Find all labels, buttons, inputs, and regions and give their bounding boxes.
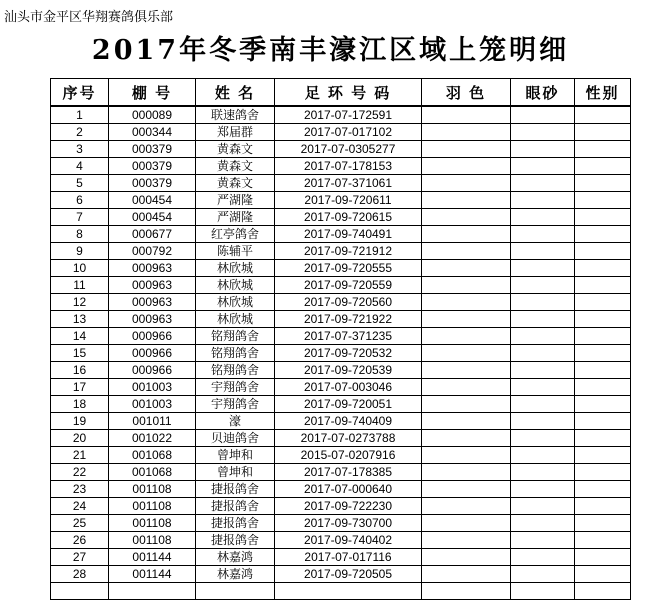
cell-name: 曾坤和 <box>196 447 275 464</box>
cell-index: 13 <box>51 311 109 328</box>
cell-loft-number: 001108 <box>109 498 196 515</box>
cell-gender <box>575 243 631 260</box>
cell-eye-sand <box>511 447 575 464</box>
table-row <box>51 106 631 124</box>
cell-name: 林欣城 <box>196 311 275 328</box>
cell-ring-number: 2017-09-720559 <box>275 277 422 294</box>
cell-ring-number: 2017-07-0305277 <box>275 141 422 158</box>
cell-feather-color <box>422 566 511 583</box>
cell-name: 郑届群 <box>196 124 275 141</box>
table-row <box>51 498 631 515</box>
cell-ring-number: 2017-07-178153 <box>275 158 422 175</box>
cell-name: 林欣城 <box>196 277 275 294</box>
cell-index: 10 <box>51 260 109 277</box>
table-row <box>51 464 631 481</box>
cell-name: 捷报鸽舍 <box>196 515 275 532</box>
cell-feather-color <box>422 583 511 600</box>
table-row <box>51 430 631 447</box>
cell-eye-sand <box>511 549 575 566</box>
cell-feather-color <box>422 175 511 192</box>
table-row <box>51 583 631 600</box>
cell-feather-color <box>422 498 511 515</box>
cell-feather-color <box>422 396 511 413</box>
cell-eye-sand <box>511 226 575 243</box>
cell-name: 严湖隆 <box>196 192 275 209</box>
cell-index: 23 <box>51 481 109 498</box>
cell-loft-number <box>109 583 196 600</box>
cell-name: 濠 <box>196 413 275 430</box>
cell-gender <box>575 106 631 124</box>
cell-ring-number: 2017-09-721912 <box>275 243 422 260</box>
cell-eye-sand <box>511 106 575 124</box>
cell-gender <box>575 209 631 226</box>
cell-ring-number: 2017-09-720560 <box>275 294 422 311</box>
cell-index: 27 <box>51 549 109 566</box>
cell-ring-number: 2017-07-178385 <box>275 464 422 481</box>
cell-loft-number: 001108 <box>109 515 196 532</box>
cell-name: 林嘉鸿 <box>196 549 275 566</box>
cell-index: 11 <box>51 277 109 294</box>
cell-ring-number: 2017-07-371061 <box>275 175 422 192</box>
cell-feather-color <box>422 362 511 379</box>
cell-loft-number: 000454 <box>109 192 196 209</box>
cell-loft-number: 000966 <box>109 345 196 362</box>
cell-feather-color <box>422 328 511 345</box>
cell-gender <box>575 294 631 311</box>
cell-index: 24 <box>51 498 109 515</box>
table-row <box>51 294 631 311</box>
cell-feather-color <box>422 345 511 362</box>
cell-gender <box>575 566 631 583</box>
cell-eye-sand <box>511 124 575 141</box>
cell-feather-color <box>422 430 511 447</box>
cell-ring-number <box>275 583 422 600</box>
cell-loft-number: 000963 <box>109 294 196 311</box>
cell-loft-number: 000344 <box>109 124 196 141</box>
cell-ring-number: 2017-09-720615 <box>275 209 422 226</box>
table-row <box>51 549 631 566</box>
cell-eye-sand <box>511 583 575 600</box>
cell-index: 14 <box>51 328 109 345</box>
cell-name: 捷报鸽舍 <box>196 481 275 498</box>
cell-loft-number: 000379 <box>109 141 196 158</box>
cell-name: 捷报鸽舍 <box>196 532 275 549</box>
cell-name: 红亭鸽舍 <box>196 226 275 243</box>
cell-name: 铭翔鸽舍 <box>196 328 275 345</box>
cell-eye-sand <box>511 413 575 430</box>
cell-gender <box>575 277 631 294</box>
table-row <box>51 396 631 413</box>
cell-ring-number: 2017-09-720532 <box>275 345 422 362</box>
cell-name: 林嘉鸿 <box>196 566 275 583</box>
cell-loft-number: 001011 <box>109 413 196 430</box>
cell-index: 9 <box>51 243 109 260</box>
cell-loft-number: 001003 <box>109 379 196 396</box>
cell-ring-number: 2017-07-003046 <box>275 379 422 396</box>
cell-feather-color <box>422 379 511 396</box>
cell-name: 宇翔鸽舍 <box>196 396 275 413</box>
table-row <box>51 362 631 379</box>
cell-feather-color <box>422 124 511 141</box>
cell-index <box>51 583 109 600</box>
table-row <box>51 124 631 141</box>
table-row <box>51 481 631 498</box>
cell-gender <box>575 226 631 243</box>
cell-loft-number: 001108 <box>109 481 196 498</box>
table-row <box>51 447 631 464</box>
cell-feather-color <box>422 311 511 328</box>
cell-eye-sand <box>511 158 575 175</box>
cell-gender <box>575 362 631 379</box>
table-row <box>51 413 631 430</box>
cell-eye-sand <box>511 345 575 362</box>
cell-eye-sand <box>511 141 575 158</box>
cell-index: 15 <box>51 345 109 362</box>
table-row <box>51 515 631 532</box>
table-row <box>51 175 631 192</box>
table-row <box>51 141 631 158</box>
cell-name: 贝迪鸽舍 <box>196 430 275 447</box>
cell-eye-sand <box>511 243 575 260</box>
cell-gender <box>575 345 631 362</box>
cell-loft-number: 001003 <box>109 396 196 413</box>
cell-index: 1 <box>51 106 109 124</box>
cell-name: 林欣城 <box>196 294 275 311</box>
cell-ring-number: 2017-09-740491 <box>275 226 422 243</box>
cell-ring-number: 2017-09-740409 <box>275 413 422 430</box>
cell-gender <box>575 260 631 277</box>
cell-gender <box>575 175 631 192</box>
cell-ring-number: 2017-09-720611 <box>275 192 422 209</box>
cell-name: 黄森文 <box>196 175 275 192</box>
cell-ring-number: 2017-07-000640 <box>275 481 422 498</box>
cell-gender <box>575 532 631 549</box>
cell-ring-number: 2017-09-722230 <box>275 498 422 515</box>
cell-gender <box>575 447 631 464</box>
cell-feather-color <box>422 413 511 430</box>
cell-feather-color <box>422 549 511 566</box>
cell-loft-number: 000966 <box>109 328 196 345</box>
cell-ring-number: 2017-09-720505 <box>275 566 422 583</box>
cell-eye-sand <box>511 175 575 192</box>
cell-ring-number: 2017-07-017116 <box>275 549 422 566</box>
header-row <box>51 79 631 107</box>
cell-name: 捷报鸽舍 <box>196 498 275 515</box>
cell-index: 2 <box>51 124 109 141</box>
cell-index: 25 <box>51 515 109 532</box>
table-row <box>51 532 631 549</box>
cell-feather-color <box>422 447 511 464</box>
cell-index: 20 <box>51 430 109 447</box>
cell-gender <box>575 498 631 515</box>
cell-gender <box>575 413 631 430</box>
col-header-eye-sand: 眼砂 <box>511 79 575 107</box>
loft-roster-table <box>50 78 631 600</box>
cell-name: 联速鸽舍 <box>196 106 275 124</box>
cell-eye-sand <box>511 396 575 413</box>
cell-ring-number: 2017-09-730700 <box>275 515 422 532</box>
cell-index: 7 <box>51 209 109 226</box>
cell-gender <box>575 328 631 345</box>
col-header-ring-number: 足 环 号 码 <box>275 79 422 107</box>
cell-gender <box>575 158 631 175</box>
cell-ring-number: 2017-09-721922 <box>275 311 422 328</box>
cell-name: 黄森文 <box>196 141 275 158</box>
table-row <box>51 158 631 175</box>
cell-name: 黄森文 <box>196 158 275 175</box>
page-title: 2017年冬季南丰濠江区域上笼明细 <box>91 35 570 66</box>
cell-loft-number: 000454 <box>109 209 196 226</box>
cell-ring-number: 2017-09-720555 <box>275 260 422 277</box>
cell-loft-number: 001144 <box>109 566 196 583</box>
cell-name: 宇翔鸽舍 <box>196 379 275 396</box>
roster-body <box>51 106 631 600</box>
cell-eye-sand <box>511 464 575 481</box>
cell-feather-color <box>422 106 511 124</box>
table-row <box>51 345 631 362</box>
cell-index: 17 <box>51 379 109 396</box>
cell-loft-number: 001108 <box>109 532 196 549</box>
cell-feather-color <box>422 226 511 243</box>
cell-name <box>196 583 275 600</box>
cell-loft-number: 000966 <box>109 362 196 379</box>
cell-gender <box>575 481 631 498</box>
cell-gender <box>575 124 631 141</box>
cell-ring-number: 2017-09-740402 <box>275 532 422 549</box>
cell-loft-number: 001144 <box>109 549 196 566</box>
cell-gender <box>575 515 631 532</box>
cell-feather-color <box>422 260 511 277</box>
cell-loft-number: 000677 <box>109 226 196 243</box>
table-row <box>51 209 631 226</box>
cell-gender <box>575 141 631 158</box>
cell-name: 曾坤和 <box>196 464 275 481</box>
cell-loft-number: 001022 <box>109 430 196 447</box>
cell-index: 28 <box>51 566 109 583</box>
cell-eye-sand <box>511 277 575 294</box>
table-row <box>51 277 631 294</box>
cell-eye-sand <box>511 294 575 311</box>
col-header-index: 序号 <box>51 79 109 107</box>
cell-name: 林欣城 <box>196 260 275 277</box>
cell-gender <box>575 311 631 328</box>
cell-index: 18 <box>51 396 109 413</box>
cell-ring-number: 2017-07-371235 <box>275 328 422 345</box>
cell-index: 21 <box>51 447 109 464</box>
table-row <box>51 566 631 583</box>
cell-feather-color <box>422 515 511 532</box>
cell-loft-number: 000379 <box>109 175 196 192</box>
cell-gender <box>575 192 631 209</box>
cell-index: 26 <box>51 532 109 549</box>
cell-eye-sand <box>511 311 575 328</box>
cell-index: 6 <box>51 192 109 209</box>
cell-eye-sand <box>511 515 575 532</box>
cell-index: 8 <box>51 226 109 243</box>
cell-ring-number: 2017-07-172591 <box>275 106 422 124</box>
table-row <box>51 260 631 277</box>
cell-feather-color <box>422 243 511 260</box>
cell-ring-number: 2017-09-720539 <box>275 362 422 379</box>
cell-loft-number: 000379 <box>109 158 196 175</box>
col-header-feather-color: 羽 色 <box>422 79 511 107</box>
cell-index: 16 <box>51 362 109 379</box>
cell-eye-sand <box>511 328 575 345</box>
table-row <box>51 379 631 396</box>
cell-loft-number: 000963 <box>109 277 196 294</box>
cell-ring-number: 2017-09-720051 <box>275 396 422 413</box>
cell-eye-sand <box>511 481 575 498</box>
cell-feather-color <box>422 192 511 209</box>
cell-feather-color <box>422 294 511 311</box>
cell-feather-color <box>422 481 511 498</box>
cell-name: 陈辅平 <box>196 243 275 260</box>
cell-gender <box>575 430 631 447</box>
table-row <box>51 243 631 260</box>
cell-gender <box>575 549 631 566</box>
cell-ring-number: 2017-07-0273788 <box>275 430 422 447</box>
cell-feather-color <box>422 532 511 549</box>
cell-feather-color <box>422 277 511 294</box>
cell-index: 4 <box>51 158 109 175</box>
club-name: 汕头市金平区华翔赛鸽俱乐部 <box>4 10 174 25</box>
cell-feather-color <box>422 464 511 481</box>
cell-loft-number: 001068 <box>109 464 196 481</box>
cell-name: 严湖隆 <box>196 209 275 226</box>
cell-eye-sand <box>511 430 575 447</box>
col-header-name: 姓 名 <box>196 79 275 107</box>
cell-name: 铭翔鸽舍 <box>196 345 275 362</box>
cell-eye-sand <box>511 362 575 379</box>
cell-eye-sand <box>511 209 575 226</box>
cell-feather-color <box>422 209 511 226</box>
cell-eye-sand <box>511 379 575 396</box>
table-row <box>51 226 631 243</box>
cell-name: 铭翔鸽舍 <box>196 362 275 379</box>
cell-index: 22 <box>51 464 109 481</box>
cell-ring-number: 2017-07-017102 <box>275 124 422 141</box>
cell-gender <box>575 379 631 396</box>
cell-loft-number: 000792 <box>109 243 196 260</box>
table-row <box>51 328 631 345</box>
cell-loft-number: 000963 <box>109 260 196 277</box>
cell-feather-color <box>422 158 511 175</box>
cell-ring-number: 2015-07-0207916 <box>275 447 422 464</box>
cell-eye-sand <box>511 566 575 583</box>
table-row <box>51 192 631 209</box>
cell-gender <box>575 583 631 600</box>
cell-index: 5 <box>51 175 109 192</box>
cell-index: 12 <box>51 294 109 311</box>
cell-gender <box>575 396 631 413</box>
cell-gender <box>575 464 631 481</box>
col-header-loft-number: 棚 号 <box>109 79 196 107</box>
table-row <box>51 311 631 328</box>
cell-eye-sand <box>511 498 575 515</box>
cell-index: 19 <box>51 413 109 430</box>
cell-loft-number: 001068 <box>109 447 196 464</box>
cell-feather-color <box>422 141 511 158</box>
cell-eye-sand <box>511 260 575 277</box>
cell-index: 3 <box>51 141 109 158</box>
cell-loft-number: 000963 <box>109 311 196 328</box>
cell-eye-sand <box>511 192 575 209</box>
col-header-gender: 性别 <box>575 79 631 107</box>
cell-eye-sand <box>511 532 575 549</box>
cell-loft-number: 000089 <box>109 106 196 124</box>
